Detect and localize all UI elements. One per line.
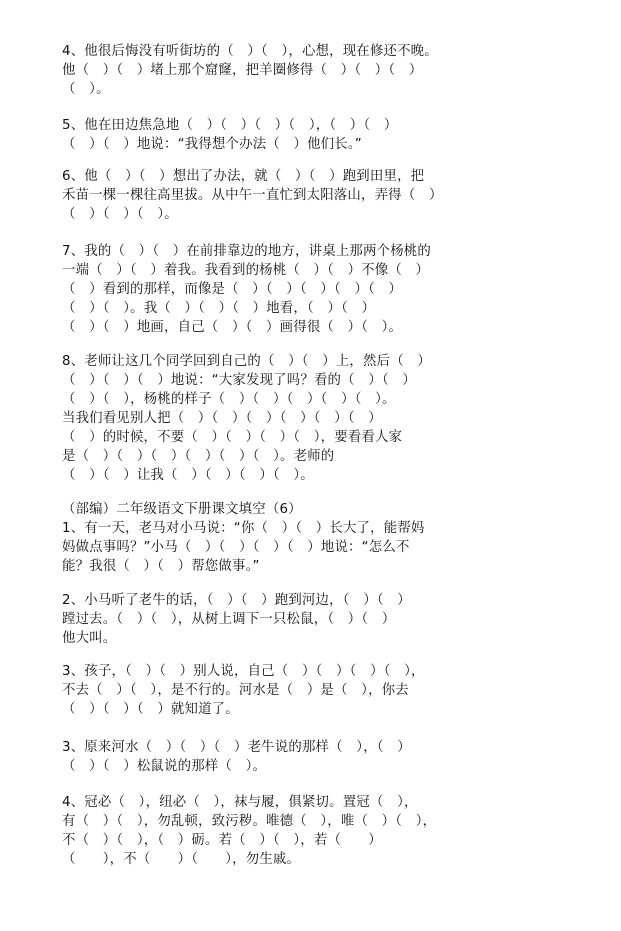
- q8-line-7: （ ）（ ）让我（ ）（ ）（ ）（ ）。: [62, 468, 314, 483]
- q8-line-4: 当我们看见别人把（ ）（ ）（ ）（ ）（ ）（ ）: [62, 411, 382, 426]
- p2-q1-line-2: 妈做点事吗？”小马（ ）（ ）（ ）（ ）地说：“怎么不: [62, 540, 410, 555]
- q7-line-2: 一端（ ）（ ）着我。我看到的杨桃（ ）（ ）不像（ ）: [62, 263, 430, 278]
- q4-line-1: 4、他很后悔没有听街坊的（ ）（ ），心想，现在修还不晚。: [62, 44, 438, 59]
- q4-line-3: （ ）。: [62, 82, 110, 97]
- p2-q4-line-3: 不（ ）（ ），（ ）砺。若（ ）（ ），若（ ）: [62, 833, 382, 848]
- q8-line-6: 是（ ）（ ）（ ）（ ）（ ）（ ）。老师的: [62, 449, 335, 464]
- p2-q3b-line-1: 3、原来河水（ ）（ ）（ ）老牛说的那样（ ），（ ）: [62, 740, 411, 755]
- q7-line-3: （ ）看到的那样，而像是（ ）（ ）（ ）（ ）（ ）: [62, 282, 403, 297]
- p2-q1-line-3: 能？我很（ ）（ ）帮您做事。”: [62, 559, 260, 574]
- p2-q4-line-2: 有（ ）（ ），勿乱顿，致污秽。唯德（ ），唯（ ）（ ），: [62, 814, 437, 829]
- q7-line-1: 7、我的（ ）（ ）在前排靠边的地方，讲桌上那两个杨桃的: [62, 244, 431, 259]
- p2-q3b-line-2: （ ）（ ）松鼠说的那样（ ）。: [62, 759, 267, 774]
- q6-line-1: 6、他（ ）（ ）想出了办法，就（ ）（ ）跑到田里，把: [62, 169, 425, 184]
- p2-q4-line-4: （ ），不（ ）（ ），勿生戚。: [62, 852, 301, 867]
- q8-line-3: （ ）（ ），杨桃的样子（ ）（ ）（ ）（ ）（ ）。: [62, 392, 396, 407]
- q4-line-2: 他（ ）（ ）堵上那个窟窿，把羊圈修得（ ）（ ）（ ）: [62, 63, 423, 78]
- p2-q3a-line-2: 不去（ ）（ ），是不行的。河水是（ ）是（ ），你去: [62, 683, 409, 698]
- p2-q1-line-1: 1、有一天，老马对小马说：“你（ ）（ ）长大了，能帮妈: [62, 521, 425, 536]
- p2-q2-line-2: 蹚过去。（ ）（ ），从树上调下一只松鼠，（ ）（ ）: [62, 612, 396, 627]
- q8-line-5: （ ）的时候，不要（ ）（ ）（ ）（ ），要看看人家: [62, 430, 403, 445]
- p2-q2-line-1: 2、小马听了老牛的话，（ ）（ ）跑到河边，（ ）（ ）: [62, 593, 411, 608]
- q7-line-5: （ ）（ ）地画，自己（ ）（ ）画得很（ ）（ ）。: [62, 320, 403, 335]
- p2-q2-line-3: 他大叫。: [62, 631, 117, 646]
- q6-line-3: （ ）（ ）（ ）。: [62, 207, 178, 222]
- q8-line-1: 8、老师让这几个同学回到自己的（ ）（ ）上，然后（ ）: [62, 354, 431, 369]
- p2-q3a-line-1: 3、孩子，（ ）（ ）别人说，自己（ ）（ ）（ ）（ ），: [62, 664, 425, 679]
- section-title: （部编）二年级语文下册课文填空（6）: [62, 502, 302, 517]
- q5-line-1: 5、他在田边焦急地（ ）（ ）（ ）（ ），（ ）（ ）: [62, 118, 398, 133]
- q8-line-2: （ ）（ ）（ ）地说：“大家发现了吗？看的（ ）（ ）: [62, 373, 416, 388]
- p2-q4-line-1: 4、冠必（ ），纽必（ ），袜与履，俱紧切。置冠（ ），: [62, 795, 418, 810]
- q6-line-2: 禾苗一棵一棵往高里拔。从中午一直忙到太阳落山，弄得（ ）: [62, 188, 443, 203]
- q7-line-4: （ ）（ ）。我（ ）（ ）（ ）地看，（ ）（ ）: [62, 301, 376, 316]
- q5-line-2: （ ）（ ）地说：“我得想个办法（ ）他们长。”: [62, 137, 362, 152]
- p2-q3a-line-3: （ ）（ ）（ ）就知道了。: [62, 702, 239, 717]
